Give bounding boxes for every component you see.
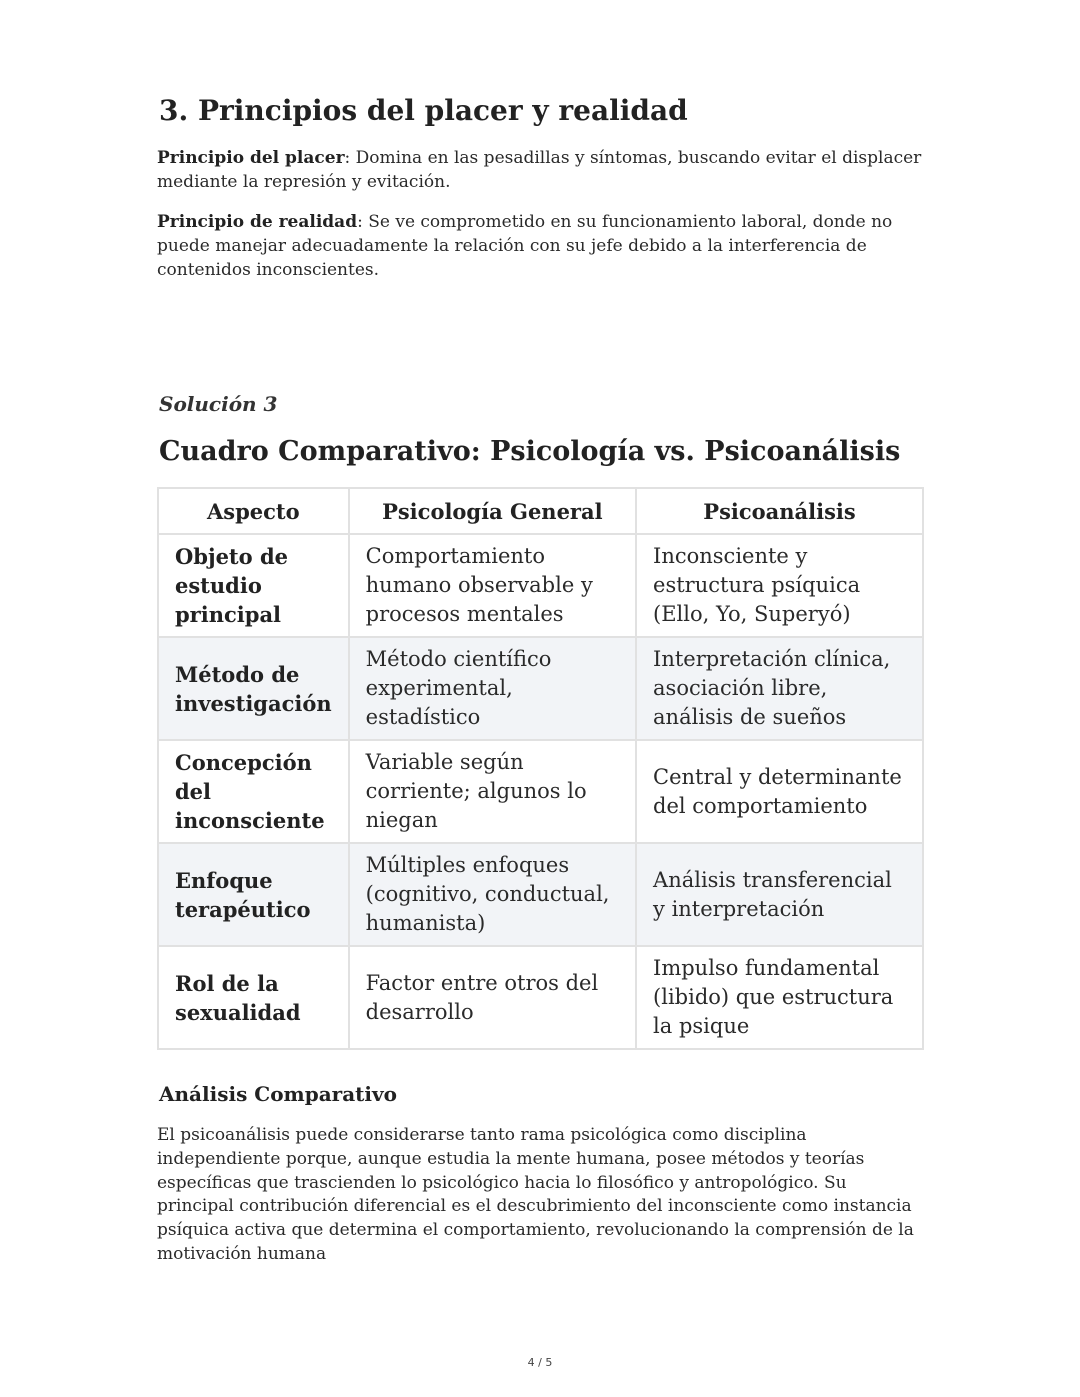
- cuadro-title: Cuadro Comparativo: Psicología vs. Psicoanálisis: [159, 436, 901, 467]
- row-aspect: Rol de la sexualidad: [158, 946, 349, 1049]
- table-row: [158, 740, 923, 843]
- row-aspect: Enfoque terapéutico: [158, 843, 349, 946]
- row-psicologia: Variable según corriente; algunos lo niegan: [349, 740, 636, 843]
- comparison-table: [157, 487, 924, 1050]
- principio-realidad-label: Principio de realidad: [157, 212, 358, 232]
- principio-placer-label: Principio del placer: [157, 148, 345, 168]
- principio-placer-text: : Domina en las pesadillas y síntomas, buscando evitar el displacer mediante la represión y evitación.: [157, 148, 922, 192]
- row-psicologia: Factor entre otros del desarrollo: [349, 946, 636, 1049]
- page-number: 4 / 5: [527, 1356, 553, 1369]
- solucion-label: Solución 3: [159, 392, 278, 416]
- table-header-row: [158, 488, 923, 534]
- principio-realidad-text: : Se ve comprometido en su funcionamiento laboral, donde no puede manejar adecuadamente la relación con su jefe debido a la interferencia de contenidos inconscientes.: [157, 212, 893, 280]
- header-psicologia: Psicología General: [349, 488, 636, 534]
- row-psicoanalisis: Inconsciente y estructura psíquica (Ello, Yo, Superyó): [636, 534, 923, 637]
- row-psicoanalisis: Central y determinante del comportamiento: [636, 740, 923, 843]
- principio-realidad-paragraph: [157, 210, 925, 282]
- table-row: [158, 946, 923, 1049]
- header-aspecto: Aspecto: [158, 488, 349, 534]
- table-row: [158, 637, 923, 740]
- table-row: [158, 534, 923, 637]
- row-aspect: Objeto de estudio principal: [158, 534, 349, 637]
- header-psicoanalisis: Psicoanálisis: [636, 488, 923, 534]
- row-psicologia: Múltiples enfoques (cognitivo, conductual, humanista): [349, 843, 636, 946]
- table-row: [158, 843, 923, 946]
- analisis-heading: Análisis Comparativo: [159, 1082, 397, 1106]
- principio-placer-paragraph: [157, 146, 925, 194]
- row-psicologia: Método científico experimental, estadístico: [349, 637, 636, 740]
- analisis-paragraph: El psicoanálisis puede considerarse tanto rama psicológica como disciplina independiente porque, aunque estudia la mente humana, posee métodos y teorías específicas que trascienden lo psicológico hacia lo filosófico y antropológico. Su principal contribución diferencial es el descubrimiento del inconsciente como instancia psíquica activa que determina el comportamiento, revolucionando la comprensión de la motivación humana: [157, 1125, 914, 1264]
- row-psicoanalisis: Impulso fundamental (libido) que estructura la psique: [636, 946, 923, 1049]
- row-psicoanalisis: Análisis transferencial y interpretación: [636, 843, 923, 946]
- section-heading: 3. Principios del placer y realidad: [159, 94, 688, 127]
- row-aspect: Método de investigación: [158, 637, 349, 740]
- row-aspect: Concepción del inconsciente: [158, 740, 349, 843]
- row-psicologia: Comportamiento humano observable y procesos mentales: [349, 534, 636, 637]
- row-psicoanalisis: Interpretación clínica, asociación libre, análisis de sueños: [636, 637, 923, 740]
